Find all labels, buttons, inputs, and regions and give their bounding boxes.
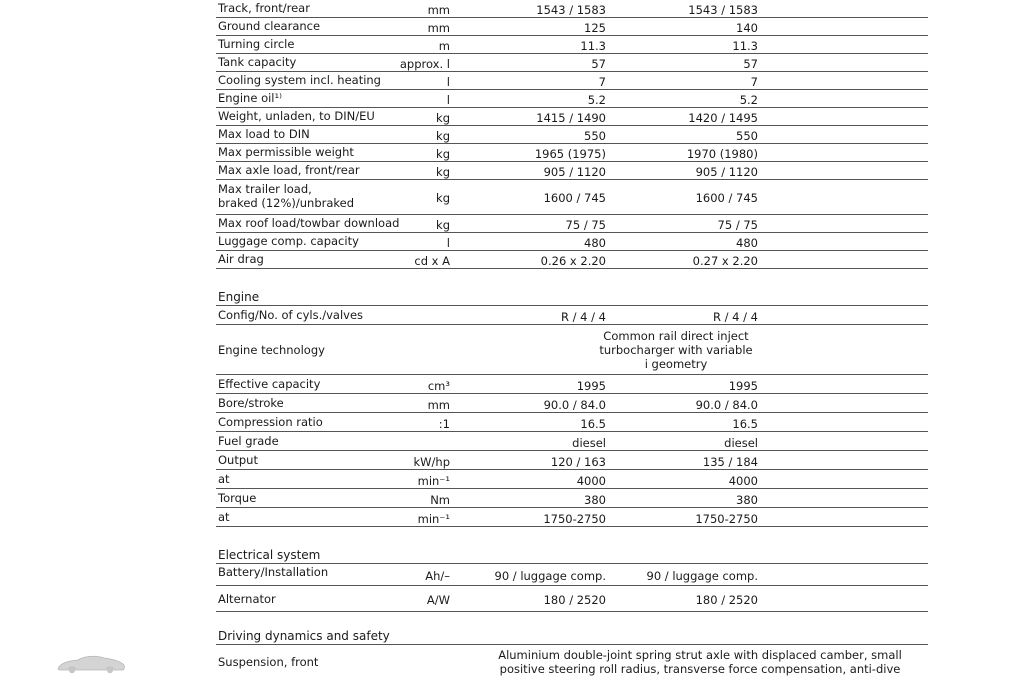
spec-label: Config/No. of cyls./valves <box>218 308 364 322</box>
spec-value-1: diesel <box>572 436 606 450</box>
spec-row <box>216 108 928 126</box>
spec-value-2: 480 <box>736 236 758 250</box>
spec-unit: cd x A <box>414 254 450 268</box>
spec-label: Luggage comp. capacity <box>218 234 359 248</box>
spec-label: Fuel grade <box>218 434 279 448</box>
spec-label: Max axle load, front/rear <box>218 163 360 177</box>
spec-value-2: 1420 / 1495 <box>688 111 758 125</box>
spec-description: Aluminium double-joint spring strut axle with displaced camber, small positive steering roll radius, transverse force compensation, anti-dive <box>498 648 902 676</box>
spec-value-2: 90 / luggage comp. <box>646 569 758 583</box>
spec-row <box>216 0 928 18</box>
spec-row <box>216 144 928 162</box>
spec-label: Suspension, front <box>218 655 319 669</box>
spec-row <box>216 489 928 508</box>
spec-unit: kW/hp <box>413 455 450 469</box>
spec-row <box>216 36 928 54</box>
spec-unit: approx. l <box>399 57 450 71</box>
spec-label: Max trailer load, braked (12%)/unbraked <box>218 182 355 210</box>
spec-row <box>216 180 928 215</box>
spec-row <box>216 508 928 527</box>
section-title: Driving dynamics and safety <box>218 629 390 643</box>
spec-value-2: 1970 (1980) <box>686 147 758 161</box>
spec-label: Compression ratio <box>218 415 323 429</box>
spec-row <box>216 72 928 90</box>
spec-label: Max load to DIN <box>218 127 310 141</box>
spec-label: Tank capacity <box>218 55 297 69</box>
spec-row <box>216 18 928 36</box>
spec-label: Alternator <box>218 592 276 606</box>
spec-value-1: 57 <box>591 57 606 71</box>
spec-row <box>216 162 928 180</box>
spec-unit: cm³ <box>427 379 450 393</box>
spec-value-2: 57 <box>743 57 758 71</box>
spec-row <box>216 126 928 144</box>
section-gap <box>216 527 928 545</box>
section-header <box>216 287 928 306</box>
spec-unit: kg <box>436 165 450 179</box>
spec-value-1: 480 <box>584 236 606 250</box>
spec-label: Effective capacity <box>218 377 321 391</box>
spec-value-2: 140 <box>736 21 758 35</box>
spec-label: Battery/Installation <box>218 565 329 579</box>
spec-unit: mm <box>427 3 450 17</box>
spec-value-2: 0.27 x 2.20 <box>692 254 758 268</box>
section-title: Electrical system <box>218 548 321 562</box>
spec-value-1: 11.3 <box>580 39 606 53</box>
spec-unit: kg <box>436 191 450 205</box>
spec-row <box>216 451 928 470</box>
spec-value-2: 1995 <box>728 379 758 393</box>
spec-unit: min⁻¹ <box>417 512 450 526</box>
spec-value-2: 1750-2750 <box>695 512 758 526</box>
spec-row <box>216 215 928 233</box>
spec-unit: kg <box>436 111 450 125</box>
spec-value-2: 550 <box>736 129 758 143</box>
section-gap <box>216 612 928 626</box>
spec-row <box>216 394 928 413</box>
spec-value-2: R / 4 / 4 <box>713 310 758 324</box>
spec-value-2: 16.5 <box>732 417 758 431</box>
spec-row <box>216 432 928 451</box>
spec-value-1: 380 <box>584 493 606 507</box>
spec-value-1: 1415 / 1490 <box>536 111 606 125</box>
spec-value-1: 1750-2750 <box>543 512 606 526</box>
spec-unit: min⁻¹ <box>417 474 450 488</box>
spec-value-2: 11.3 <box>732 39 758 53</box>
spec-unit: mm <box>427 21 450 35</box>
spec-label: Max roof load/towbar download <box>218 216 400 230</box>
spec-label: Engine technology <box>218 343 325 357</box>
spec-unit: kg <box>436 129 450 143</box>
spec-value-1: 90 / luggage comp. <box>494 569 606 583</box>
spec-value-2: 7 <box>750 75 758 89</box>
spec-value-2: 4000 <box>728 474 758 488</box>
spec-label: Engine oil¹⁾ <box>218 91 282 105</box>
spec-value-1: 7 <box>598 75 606 89</box>
spec-value-1: 1543 / 1583 <box>536 3 606 17</box>
spec-value-1: 550 <box>584 129 606 143</box>
spec-label: Air drag <box>218 252 264 266</box>
spec-value-1: 125 <box>584 21 606 35</box>
spec-row <box>216 564 928 586</box>
spec-value-2: 75 / 75 <box>717 218 758 232</box>
spec-unit: mm <box>427 398 450 412</box>
spec-unit: l <box>446 93 450 107</box>
spec-value-2: 180 / 2520 <box>695 593 758 607</box>
spec-row <box>216 413 928 432</box>
spec-value-1: 120 / 163 <box>550 455 606 469</box>
spec-value-1: 180 / 2520 <box>543 593 606 607</box>
section-gap <box>216 269 928 287</box>
spec-unit: m <box>438 39 450 53</box>
spec-value-2: 1543 / 1583 <box>688 3 758 17</box>
spec-sheet <box>216 0 928 685</box>
spec-row <box>216 325 928 375</box>
spec-label: Bore/stroke <box>218 396 284 410</box>
spec-label: Torque <box>218 491 257 505</box>
spec-value-1: 5.2 <box>587 93 606 107</box>
spec-row <box>216 470 928 489</box>
spec-label: Track, front/rear <box>218 1 310 15</box>
spec-unit: kg <box>436 218 450 232</box>
spec-unit: :1 <box>438 417 450 431</box>
spec-value-1: 905 / 1120 <box>543 165 606 179</box>
spec-value-1: R / 4 / 4 <box>561 310 606 324</box>
spec-unit: A/W <box>426 593 450 607</box>
spec-row <box>216 54 928 72</box>
spec-label: Weight, unladen, to DIN/EU <box>218 109 375 123</box>
spec-value-2: diesel <box>724 436 758 450</box>
spec-value-1: 4000 <box>576 474 606 488</box>
section-header <box>216 626 928 645</box>
spec-unit: Ah/– <box>425 569 450 583</box>
spec-row <box>216 90 928 108</box>
spec-unit: Nm <box>430 493 450 507</box>
spec-value-1: 75 / 75 <box>565 218 606 232</box>
spec-value-2: 905 / 1120 <box>695 165 758 179</box>
spec-value-2: 5.2 <box>739 93 758 107</box>
spec-unit: kg <box>436 147 450 161</box>
spec-row <box>216 306 928 325</box>
spec-value-2: 90.0 / 84.0 <box>695 398 758 412</box>
spec-row <box>216 586 928 612</box>
spec-row <box>216 645 928 685</box>
spec-row <box>216 233 928 251</box>
spec-value-1: 0.26 x 2.20 <box>540 254 606 268</box>
spec-label: Output <box>218 453 258 467</box>
spec-value-1: Common rail direct inject turbocharger with variable i geometry <box>599 329 753 371</box>
section-title: Engine <box>218 290 260 304</box>
spec-label: Max permissible weight <box>218 145 354 159</box>
spec-label: at <box>218 510 230 524</box>
spec-label: Ground clearance <box>218 19 321 33</box>
spec-label: Cooling system incl. heating <box>218 73 381 87</box>
spec-value-1: 1600 / 745 <box>543 191 606 205</box>
spec-value-2: 380 <box>736 493 758 507</box>
spec-value-1: 90.0 / 84.0 <box>543 398 606 412</box>
spec-row <box>216 251 928 269</box>
car-thumbnail-icon <box>54 651 128 675</box>
spec-unit: l <box>446 75 450 89</box>
section-header <box>216 545 928 564</box>
spec-value-2: 135 / 184 <box>702 455 758 469</box>
spec-value-1: 16.5 <box>580 417 606 431</box>
spec-value-1: 1965 (1975) <box>534 147 606 161</box>
spec-value-1: 1995 <box>576 379 606 393</box>
spec-label: at <box>218 472 230 486</box>
spec-value-2: 1600 / 745 <box>695 191 758 205</box>
spec-label: Turning circle <box>218 37 295 51</box>
spec-row <box>216 375 928 394</box>
spec-unit: l <box>446 236 450 250</box>
